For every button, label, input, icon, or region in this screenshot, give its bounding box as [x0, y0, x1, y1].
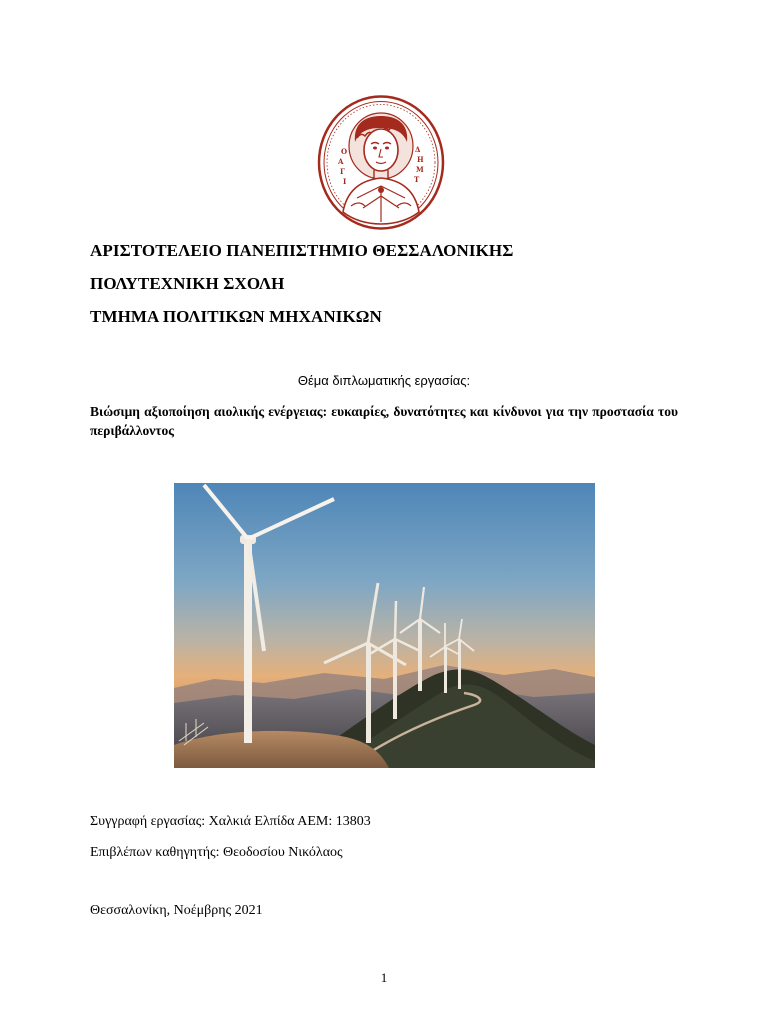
- thesis-subject-label: Θέμα διπλωματικής εργασίας:: [297, 373, 471, 388]
- svg-text:Τ: Τ: [414, 175, 420, 184]
- page-number: 1: [380, 970, 388, 985]
- svg-text:Ο: Ο: [341, 147, 348, 156]
- university-seal-logo: [317, 94, 445, 231]
- department-name: ΤΜΗΜΑ ΠΟΛΙΤΙΚΩΝ ΜΗΧΑΝΙΚΩΝ: [90, 307, 382, 326]
- svg-text:Α: Α: [338, 157, 344, 166]
- school-name: ΠΟΛΥΤΕΧΝΙΚΗ ΣΧΟΛΗ: [90, 274, 285, 293]
- thesis-title: Βιώσιμη αξιοποίηση αιολικής ενέργειας: ευκαιρίες, δυνατότητες και κίνδυνοι για την προστασία του περιβάλλοντος: [90, 404, 678, 438]
- svg-text:Η: Η: [417, 155, 424, 164]
- university-name: ΑΡΙΣΤΟΤΕΛΕΙΟ ΠΑΝΕΠΙΣΤΗΜΙΟ ΘΕΣΣΑΛΟΝΙΚΗΣ: [90, 241, 514, 260]
- supervisor-line: Επιβλέπων καθηγητής: Θεοδοσίου Νικόλαος: [90, 845, 343, 860]
- wind-turbines-photo: [174, 483, 595, 768]
- svg-text:Γ: Γ: [340, 167, 345, 176]
- svg-text:Μ: Μ: [416, 165, 424, 174]
- svg-text:Ι: Ι: [343, 177, 347, 186]
- place-date: Θεσσαλονίκη, Νοέμβρης 2021: [90, 903, 263, 918]
- author-line: Συγγραφή εργασίας: Χαλκιά Ελπίδα ΑΕΜ: 13803: [90, 814, 371, 829]
- svg-text:Δ: Δ: [415, 145, 421, 154]
